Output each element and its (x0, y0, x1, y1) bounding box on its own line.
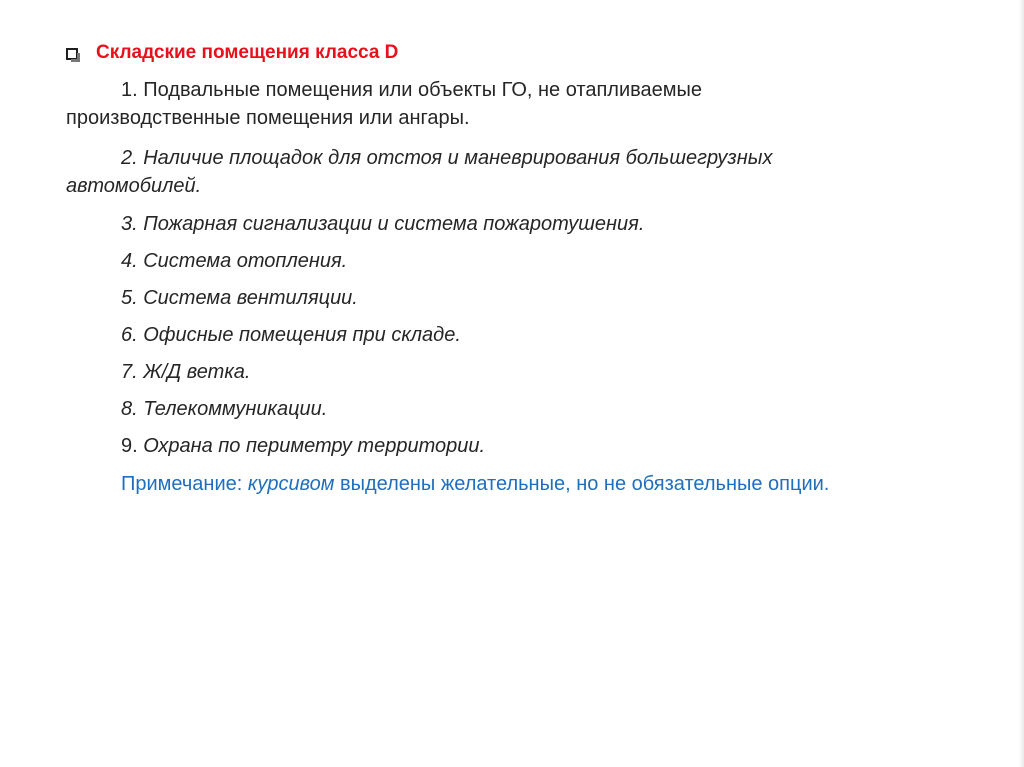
item-7: 7. Ж/Д ветка. (121, 361, 251, 383)
note-suffix: выделены желательные, но не обязательные опции. (334, 473, 830, 495)
note (121, 471, 829, 498)
item-1-line-1: 1. Подвальные помещения или объекты ГО, не отапливаемые (121, 79, 703, 101)
item-5: 5. Система вентиляции. (121, 287, 358, 309)
slide-right-edge (1019, 0, 1024, 767)
item-9 (121, 433, 485, 460)
item-2-line-1: 2. Наличие площадок для отстоя и маневрирования большегрузных (121, 147, 773, 169)
note-prefix: Примечание: (121, 473, 248, 495)
heading-text: Складские помещения класса D (96, 42, 399, 63)
item-8: 8. Телекоммуникации. (121, 398, 328, 420)
item-9-number: 9. (121, 435, 144, 457)
item-4: 4. Система отопления. (121, 250, 348, 272)
item-6: 6. Офисные помещения при складе. (121, 324, 461, 346)
note-italic-word: курсивом (247, 473, 335, 495)
item-3: 3. Пожарная сигнализации и система пожаротушения. (121, 213, 645, 235)
checkbox-bullet-icon (66, 48, 78, 60)
item-2-line-2: автомобилей. (66, 175, 202, 197)
item-9-text: Охрана по периметру территории. (143, 435, 486, 457)
slide-heading (66, 42, 398, 64)
item-1-line-2: производственные помещения или ангары. (66, 107, 470, 129)
